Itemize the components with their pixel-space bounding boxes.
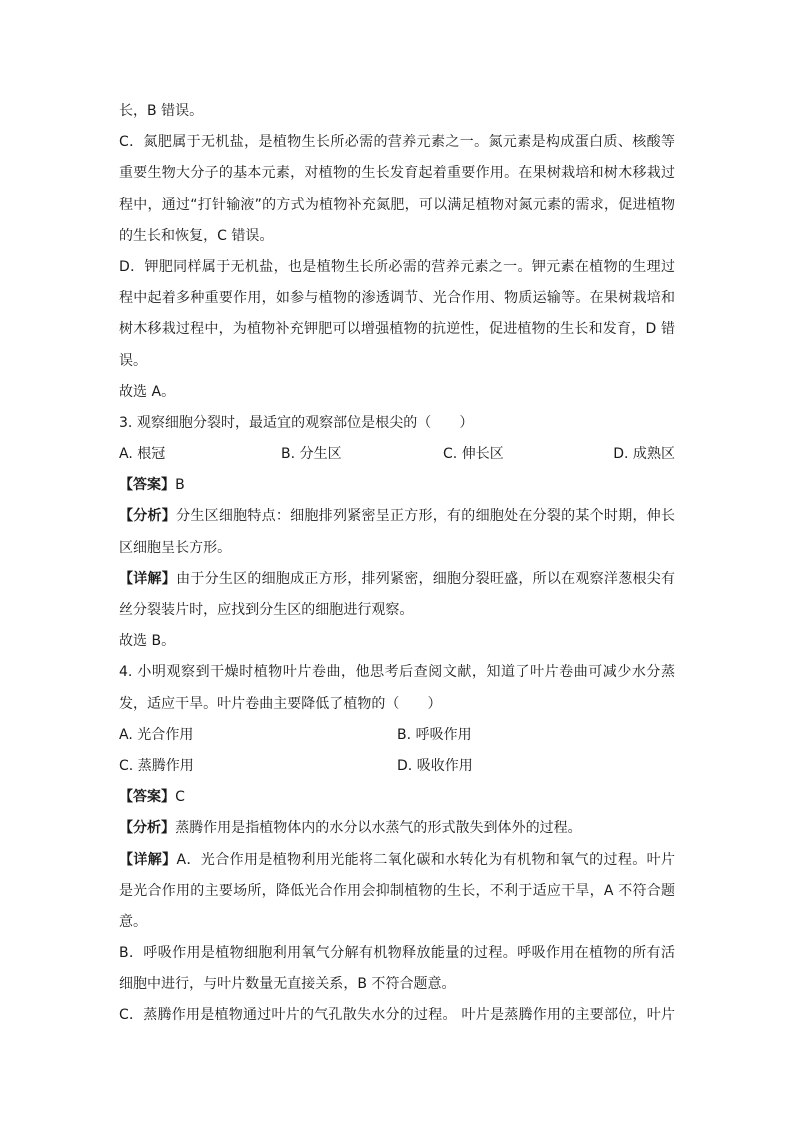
text-line: 区细胞呈长方形。: [119, 539, 232, 556]
detail-tag: 【详解】: [119, 851, 177, 868]
text-line: C．蒸腾作用是植物通过叶片的气孔散失水分的过程。 叶片是蒸腾作用的主要部位，叶片: [119, 1007, 675, 1024]
text-line: 细胞中进行，与叶片数量无直接关系，B 不符合题意。: [119, 976, 456, 993]
option-a: A. 光合作用: [119, 726, 194, 743]
option-d: D. 吸收作用: [397, 757, 473, 774]
document-page: [119, 96, 675, 1032]
detail-tag: 【详解】: [119, 570, 177, 587]
option-b: B. 呼吸作用: [397, 726, 472, 743]
question-3-stem: 3. 观察细胞分裂时，最适宜的观察部位是根尖的（ ）: [119, 414, 474, 431]
analysis-tag: 【分析】: [119, 820, 176, 837]
answer-value: C: [175, 789, 185, 806]
option-c: C. 伸长区: [443, 446, 504, 463]
text-line: B．呼吸作用是植物细胞利用氧气分解有机物释放能量的过程。呼吸作用在植物的所有活: [119, 945, 675, 962]
question-4-answer: [119, 782, 675, 813]
analysis-tag: 【分析】: [119, 508, 177, 525]
text-line: 丝分裂装片时，应找到分生区的细胞进行观察。: [119, 602, 414, 618]
answer-tag: 【答案】: [119, 789, 176, 806]
question-4-stem-cont: 发，适应干旱。叶片卷曲主要降低了植物的（ ）: [119, 695, 442, 712]
question-3-answer: [119, 470, 675, 501]
question-4-options-row1: [119, 720, 675, 751]
question-3-analysis: [119, 501, 675, 532]
text-line: 误。: [119, 352, 148, 369]
question-4-analysis: [119, 813, 675, 844]
detail-text: 由于分生区的细胞成正方形，排列紧密，细胞分裂旺盛，所以在观察洋葱根尖有: [176, 570, 675, 587]
option-a: A. 根冠: [119, 446, 166, 463]
text-line: 程中起着多种重要作用，如参与植物的渗透调节、光合作用、物质运输等。在果树栽培和: [119, 290, 675, 307]
answer-tag: 【答案】: [119, 477, 176, 494]
text-line: 重要生物大分子的基本元素，对植物的生长发育起着重要作用。在果树栽培和树木移栽过: [119, 165, 675, 182]
analysis-text: 分生区细胞特点：细胞排列紧密呈正方形，有的细胞处在分裂的某个时期，伸长: [176, 508, 675, 525]
answer-value: B: [175, 477, 185, 494]
question-3-detail: [119, 564, 675, 595]
conclusion-line: 故选 B。: [119, 633, 176, 650]
question-3-options: [119, 439, 675, 470]
question-4-options-row2: [119, 751, 675, 782]
text-line: 长，B 错误。: [119, 103, 204, 119]
text-line: 意。: [119, 913, 148, 930]
question-4-detail: [119, 845, 675, 876]
option-c: C. 蒸腾作用: [119, 757, 194, 774]
text-line: 程中，通过“打针输液”的方式为植物补充氮肥，可以满足植物对氮元素的需求，促进植物: [119, 196, 675, 213]
text-line: 的生长和恢复，C 错误。: [119, 227, 274, 244]
option-d: D. 成熟区: [613, 446, 675, 463]
text-line: 树木移栽过程中，为植物补充钾肥可以增强植物的抗逆性，促进植物的生长和发育，D 错: [119, 321, 675, 338]
analysis-text: 蒸腾作用是指植物体内的水分以水蒸气的形式散失到体外的过程。: [175, 820, 582, 837]
question-4-stem: 4. 小明观察到干燥时植物叶片卷曲，他思考后查阅文献，知道了叶片卷曲可减少水分蒸: [119, 664, 675, 681]
detail-text: A．光合作用是植物利用光能将二氧化碳和水转化为有机物和氧气的过程。叶片: [176, 851, 675, 868]
text-line: D．钾肥同样属于无机盐，也是植物生长所必需的营养元素之一。钾元素在植物的生理过: [119, 258, 675, 275]
conclusion-line: 故选 A。: [119, 383, 176, 400]
option-b: B. 分生区: [281, 446, 342, 463]
text-line: 是光合作用的主要场所，降低光合作用会抑制植物的生长，不利于适应干旱，A 不符合题: [119, 882, 675, 899]
text-line: C．氮肥属于无机盐，是植物生长所必需的营养元素之一。氮元素是构成蛋白质、核酸等: [119, 134, 675, 151]
